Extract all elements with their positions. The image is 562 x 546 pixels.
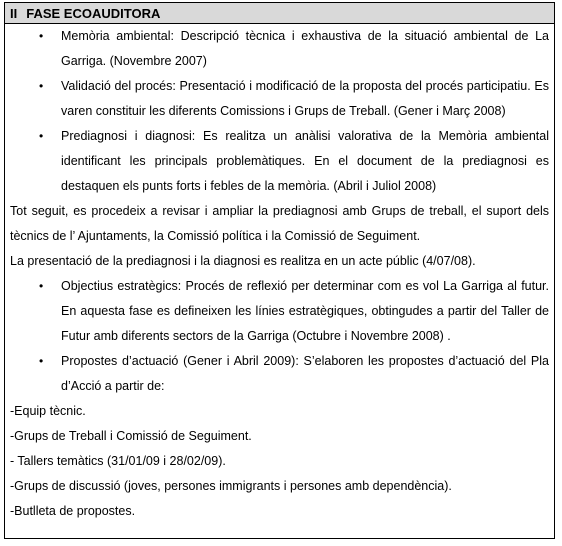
bullet-item [10,274,549,349]
bullet-text: Validació del procés: Presentació i modificació de la proposta del procés participatiu. Es varen constituir les diferents Comissions i Grups de Treball. (Gener i Març 2008) [61,79,549,118]
bullet-item [10,349,549,399]
document-table [4,2,555,539]
bullet-icon: • [39,129,44,143]
bullet-item [10,124,549,199]
bullet-text: Memòria ambiental: Descripció tècnica i exhaustiva de la situació ambiental de La Garriga. (Novembre 2007) [61,29,549,68]
bullet-item [10,24,549,74]
bullet-item [10,74,549,124]
bullet-text: Objectius estratègics: Procés de reflexió per determinar com es vol La Garriga al futur. En aquesta fase es defineixen les línies estratègiques, obtingudes a partir del Taller de Futur amb diferents sectors de la Garriga (Octubre i Novembre 2008) . [61,279,549,343]
section-content [5,24,554,524]
paragraph: Tot seguit, es procedeix a revisar i ampliar la prediagnosi amb Grups de treball, el suport dels tècnics de l’ Ajuntaments, la Comissió política i la Comissió de Seguiment. [10,204,549,243]
list-line: -Equip tècnic. [10,404,86,418]
bullet-icon: • [39,279,44,293]
bullet-icon: • [39,29,44,43]
list-line: -Grups de discussió (joves, persones immigrants i persones amb dependència). [10,479,452,493]
paragraph: La presentació de la prediagnosi i la diagnosi es realitza en un acte públic (4/07/08). [10,254,476,268]
bullet-icon: • [39,79,44,93]
bullet-text: Propostes d’actuació (Gener i Abril 2009): S’elaboren les propostes d’actuació del Pla d’Acció a partir de: [61,354,549,393]
bullet-text: Prediagnosi i diagnosi: Es realitza un anàlisi valorativa de la Memòria ambiental identificant les principals problemàtiques. En el document de la prediagnosi es destaquen els punts forts i febles de la memòria. (Abril i Juliol 2008) [61,129,549,193]
section-title: FASE ECOAUDITORA [26,5,161,21]
list-line: - Tallers temàtics (31/01/09 i 28/02/09). [10,454,226,468]
section-number: II [10,5,18,21]
section-header [5,3,554,24]
bullet-icon: • [39,354,44,368]
list-line: -Butlleta de propostes. [10,504,136,518]
list-line: -Grups de Treball i Comissió de Seguiment. [10,429,252,443]
